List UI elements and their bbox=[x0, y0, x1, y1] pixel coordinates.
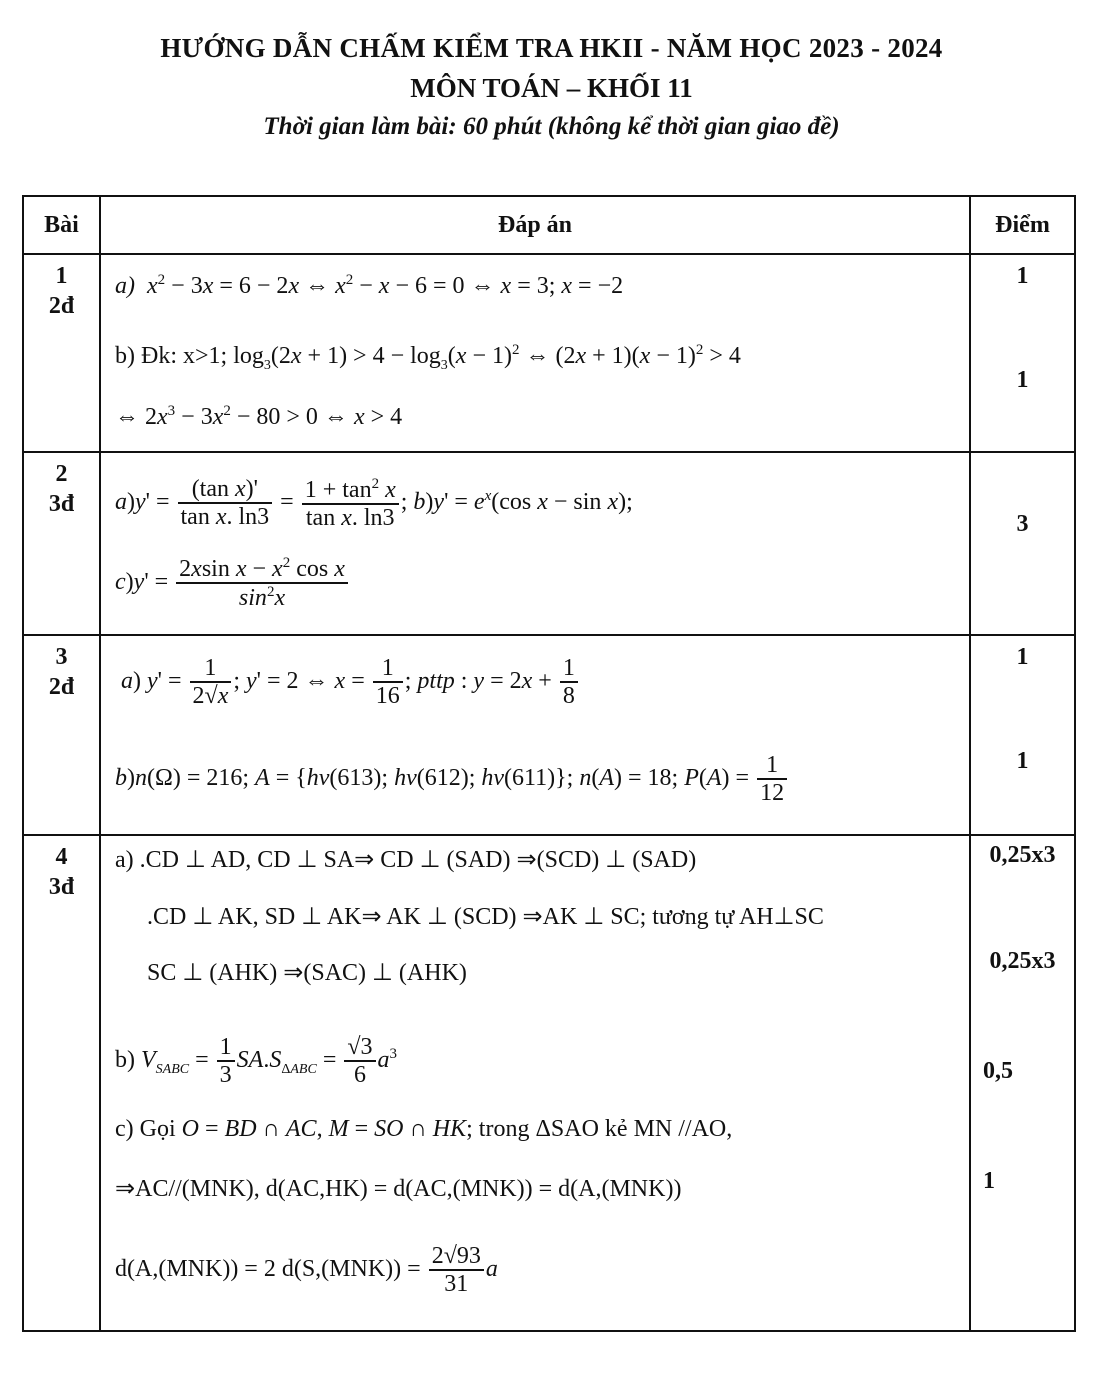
answer-cell bbox=[100, 635, 970, 835]
points-value: 1 bbox=[1016, 748, 1029, 774]
answer-line: b)n(Ω) = 216; A = {hv(613); hv(612); hv(611)}; n(A) = 18; P(A) = $\frac{1}{12}$ bbox=[115, 728, 969, 828]
answer-line: .CD ⊥ AK, SD ⊥ AK⇒ AK ⊥ (SCD) ⇒AK ⊥ SC; tương tự AH⊥SC bbox=[147, 904, 824, 930]
points-value: 1 bbox=[1016, 367, 1029, 393]
question-score: 3đ bbox=[48, 874, 75, 900]
document-title: HƯỚNG DẪN CHẤM KIỂM TRA HKII - NĂM HỌC 2023 - 2024 bbox=[160, 33, 943, 63]
points-cell bbox=[970, 254, 1075, 452]
question-score: 2đ bbox=[48, 674, 75, 700]
table-row-q3 bbox=[23, 635, 1075, 835]
points-value: 3 bbox=[1016, 511, 1029, 537]
points-value: 0,25x3 bbox=[989, 948, 1056, 974]
question-cell bbox=[23, 254, 100, 452]
question-cell bbox=[23, 635, 100, 835]
header-dap-an: Đáp án bbox=[100, 196, 970, 254]
points-value: 1 bbox=[1016, 263, 1029, 289]
question-number: 2 bbox=[55, 461, 68, 487]
points-cell bbox=[970, 452, 1075, 635]
table-row-q4 bbox=[23, 835, 1075, 1331]
table-row-q2 bbox=[23, 452, 1075, 635]
subject-line: MÔN TOÁN – KHỐI 11 bbox=[410, 73, 693, 103]
answer-line: SC ⊥ (AHK) ⇒(SAC) ⊥ (AHK) bbox=[147, 960, 467, 986]
points-value: 1 bbox=[983, 1168, 995, 1194]
answer-line: c)y' = $\frac{2xsin x - x^2 \cos x}{\sin^2x}$ bbox=[115, 539, 969, 625]
answer-line: a) .CD ⊥ AD, CD ⊥ SA⇒ CD ⊥ (SAD) ⇒(SCD) ⊥ (SAD) bbox=[115, 847, 697, 873]
answer-line: ⇔ $2x^3 - 3x^2 - 80 > 0$ ⇔ x > 4 bbox=[115, 403, 403, 430]
answer-cell bbox=[100, 835, 970, 1331]
header-bai: Bài bbox=[23, 196, 100, 254]
question-score: 3đ bbox=[48, 491, 75, 517]
answer-line: d(A,(MNK)) = 2 d(S,(MNK)) = $\frac{2√93}{31}$ a bbox=[115, 1243, 498, 1298]
table-row-q1 bbox=[23, 254, 1075, 452]
answer-cell bbox=[100, 254, 970, 452]
header-diem: Điểm bbox=[970, 196, 1075, 254]
question-cell bbox=[23, 835, 100, 1331]
question-score: 2đ bbox=[48, 293, 75, 319]
exam-time: Thời gian làm bài: 60 phút (không kể thời gian giao đề) bbox=[263, 113, 840, 140]
points-value: 0,25x3 bbox=[989, 842, 1056, 868]
points-value: 0,5 bbox=[983, 1058, 1013, 1084]
answer-line: c) Gọi O = BD ∩ AC, M = SO ∩ HK; trong ΔSAO kẻ MN //AO, bbox=[115, 1116, 733, 1142]
answer-line: b) $V_{SABC}$ = $\frac{1}{3}$ $SA.S_{\Delta ABC}$ = $\frac{√3}{6}$ $a^3$ bbox=[115, 1034, 398, 1089]
table-header-row bbox=[23, 196, 1075, 254]
answer-line: a) y' = $\frac{1}{2√x}$ ; y' = 2 ⇔ x = $\frac{1}{16}$ ; pttp : y = 2x + $\frac{1}{8}$ bbox=[115, 636, 969, 728]
question-cell bbox=[23, 452, 100, 635]
answer-cell bbox=[100, 452, 970, 635]
answer-line: b) Đk: x>1; $\log_3(2x + 1) > 4 - \log_3(x - 1)^2$ ⇔ $(2x + 1)(x - 1)^2 > 4$ bbox=[115, 342, 741, 373]
answer-line: a) $x^2 - 3x = 6 - 2x$ ⇔ $x^2 - x - 6 = 0$ ⇔ x = 3; x = −2 bbox=[115, 272, 624, 299]
answer-table bbox=[22, 195, 1076, 1332]
answer-line: ⇒AC//(MNK), d(AC,HK) = d(AC,(MNK)) = d(A,(MNK)) bbox=[115, 1176, 682, 1202]
question-number: 4 bbox=[55, 844, 68, 870]
question-number: 3 bbox=[55, 644, 68, 670]
points-cell bbox=[970, 835, 1075, 1331]
answer-line: a)y' = $\frac{\text{(tan x)'}}{\text{tan x. ln3}}$ = $\frac{1 + \tan^2 x}{\text{tan x. ln3}}$ ; $b)y' = e^x(\cos$ x − sin x); bbox=[115, 475, 633, 531]
points-value: 1 bbox=[1016, 644, 1029, 670]
question-number: 1 bbox=[55, 263, 68, 289]
points-cell bbox=[970, 635, 1075, 835]
